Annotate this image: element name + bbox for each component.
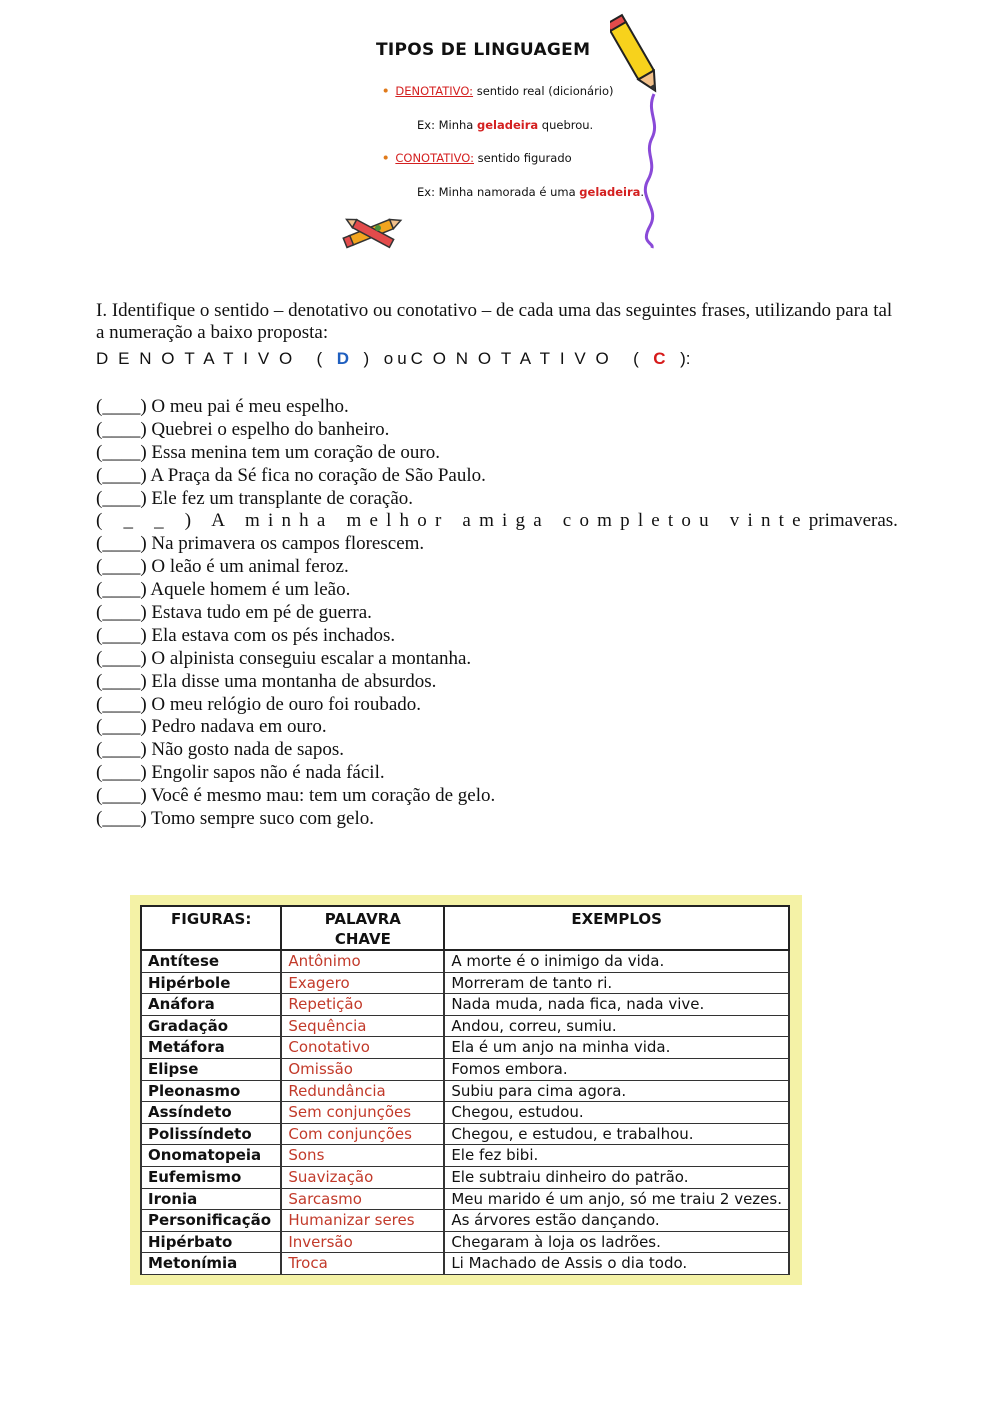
example-cell: Li Machado de Assis o dia todo.: [444, 1253, 789, 1275]
exercise-item[interactable]: (____) Não gosto nada de sapos.: [96, 739, 345, 761]
table-row: [141, 1015, 789, 1037]
table-row: [141, 1166, 789, 1188]
table-row: [141, 1188, 789, 1210]
conotativo-definition: • CONOTATIVO: sentido figurado: [382, 151, 572, 165]
example-cell: Nada muda, nada fica, nada vive.: [444, 994, 789, 1016]
conotativo-term: CONOTATIVO:: [395, 151, 475, 165]
figures-table-frame: [130, 895, 802, 1285]
exercise-item[interactable]: (____) A Praça da Sé fica no coração de São Paulo.: [96, 464, 486, 486]
example-cell: Ela é um anjo na minha vida.: [444, 1037, 789, 1059]
keyword-cell: Omissão: [281, 1058, 444, 1080]
figure-name-cell: Metáfora: [141, 1037, 281, 1059]
exercise-item[interactable]: (____) Ela estava com os pés inchados.: [96, 624, 396, 646]
table-row: [141, 950, 789, 972]
table-row: [141, 994, 789, 1016]
crossed-pencils-icon: [340, 208, 410, 260]
table-header-row: [141, 906, 789, 950]
keyword-cell: Exagero: [281, 972, 444, 994]
example-cell: As árvores estão dançando.: [444, 1210, 789, 1232]
table-row: [141, 1080, 789, 1102]
exercise-item[interactable]: (____) Ele fez um transplante de coração.: [96, 487, 414, 509]
denotativo-definition: • DENOTATIVO: sentido real (dicionário): [382, 84, 614, 98]
exercise-item[interactable]: (____) Essa menina tem um coração de ouro.: [96, 441, 440, 463]
exercise-list: [96, 396, 898, 831]
figure-name-cell: Pleonasmo: [141, 1080, 281, 1102]
example-cell: Ele subtraiu dinheiro do patrão.: [444, 1166, 789, 1188]
keyword-cell: Sarcasmo: [281, 1188, 444, 1210]
exercise-item[interactable]: (____) O alpinista conseguiu escalar a montanha.: [96, 647, 472, 669]
header-palavra-chave: PALAVRA CHAVE: [281, 906, 444, 950]
table-row: [141, 1210, 789, 1232]
example-cell: Chegou, e estudou, e trabalhou.: [444, 1123, 789, 1145]
table-row: [141, 1102, 789, 1124]
exercise-item[interactable]: (____) Tomo sempre suco com gelo.: [96, 808, 374, 830]
figure-name-cell: Hipérbole: [141, 972, 281, 994]
keyword-cell: Redundância: [281, 1080, 444, 1102]
conotativo-letter: C: [653, 349, 666, 368]
figure-name-cell: Assíndeto: [141, 1102, 281, 1124]
exercise-item[interactable]: (____) Estava tudo em pé de guerra.: [96, 602, 372, 624]
table-row: [141, 1253, 789, 1275]
example-cell: Chegaram à loja os ladrões.: [444, 1231, 789, 1253]
example-cell: Ele fez bibi.: [444, 1145, 789, 1167]
exercise-item[interactable]: ( _ _ ) A minha melhor amiga completou vinteprimaveras.: [96, 510, 898, 532]
figure-name-cell: Eufemismo: [141, 1166, 281, 1188]
figure-name-cell: Hipérbato: [141, 1231, 281, 1253]
exercise-item[interactable]: (____) Na primavera os campos florescem.: [96, 533, 425, 555]
keyword-cell: Conotativo: [281, 1037, 444, 1059]
header-figuras: FIGURAS:: [141, 906, 281, 950]
exercise-item[interactable]: (____) Quebrei o espelho do banheiro.: [96, 418, 390, 440]
table-row: [141, 972, 789, 994]
keyword-cell: Humanizar seres: [281, 1210, 444, 1232]
figures-table: [140, 905, 790, 1275]
header-title: TIPOS DE LINGUAGEM: [376, 40, 591, 60]
figure-name-cell: Antítese: [141, 950, 281, 972]
table-body: [141, 950, 789, 1274]
figure-name-cell: Personificação: [141, 1210, 281, 1232]
keyword-cell: Sons: [281, 1145, 444, 1167]
figure-name-cell: Metonímia: [141, 1253, 281, 1275]
example-cell: Subiu para cima agora.: [444, 1080, 789, 1102]
keyword-cell: Antônimo: [281, 950, 444, 972]
table-row: [141, 1231, 789, 1253]
exercise-item[interactable]: (____) Aquele homem é um leão.: [96, 579, 351, 601]
keyword-cell: Sequência: [281, 1015, 444, 1037]
example-cell: Meu marido é um anjo, só me traiu 2 vezes.: [444, 1188, 789, 1210]
keyword-cell: Inversão: [281, 1231, 444, 1253]
exercise-item[interactable]: (____) Você é mesmo mau: tem um coração de gelo.: [96, 785, 496, 807]
exercise-item[interactable]: (____) Ela disse uma montanha de absurdos.: [96, 670, 437, 692]
exercise-item[interactable]: (____) O meu relógio de ouro foi roubado.: [96, 693, 422, 715]
table-row: [141, 1058, 789, 1080]
figure-name-cell: Polissíndeto: [141, 1123, 281, 1145]
figure-name-cell: Onomatopeia: [141, 1145, 281, 1167]
denotativo-letter: D: [336, 349, 350, 368]
table-row: [141, 1145, 789, 1167]
example-cell: Andou, correu, sumiu.: [444, 1015, 789, 1037]
choice-legend: DENOTATIVO ( D ) ouCONOTATIVO ( C ):: [96, 349, 691, 368]
exercise-item[interactable]: (____) O meu pai é meu espelho.: [96, 396, 349, 417]
exercise-item[interactable]: (____) Engolir sapos não é nada fácil.: [96, 762, 385, 784]
keyword-cell: Sem conjunções: [281, 1102, 444, 1124]
example-cell: Fomos embora.: [444, 1058, 789, 1080]
figure-name-cell: Gradação: [141, 1015, 281, 1037]
figure-name-cell: Anáfora: [141, 994, 281, 1016]
exercise-item[interactable]: (____) O leão é um animal feroz.: [96, 556, 349, 578]
header-exemplos: EXEMPLOS: [444, 906, 789, 950]
denotativo-example: Ex: Minha geladeira quebrou.: [417, 118, 594, 132]
example-cell: Chegou, estudou.: [444, 1102, 789, 1124]
table-row: [141, 1037, 789, 1059]
figure-name-cell: Ironia: [141, 1188, 281, 1210]
table-row: [141, 1123, 789, 1145]
keyword-cell: Suavização: [281, 1166, 444, 1188]
keyword-cell: Troca: [281, 1253, 444, 1275]
denotativo-term: DENOTATIVO:: [395, 84, 474, 98]
header-card: [340, 12, 670, 267]
instructions-text: I. Identifique o sentido – denotativo ou conotativo – de cada uma das seguintes frases, utilizando para tal a numeração a baixo proposta:: [96, 300, 893, 343]
pencil-scribble-icon: [610, 12, 670, 252]
example-cell: Morreram de tanto ri.: [444, 972, 789, 994]
keyword-cell: Repetição: [281, 994, 444, 1016]
keyword-cell: Com conjunções: [281, 1123, 444, 1145]
figure-name-cell: Elipse: [141, 1058, 281, 1080]
exercise-item[interactable]: (____) Pedro nadava em ouro.: [96, 716, 327, 738]
conotativo-example: Ex: Minha namorada é uma geladeira.: [417, 185, 645, 199]
example-cell: A morte é o inimigo da vida.: [444, 950, 789, 972]
